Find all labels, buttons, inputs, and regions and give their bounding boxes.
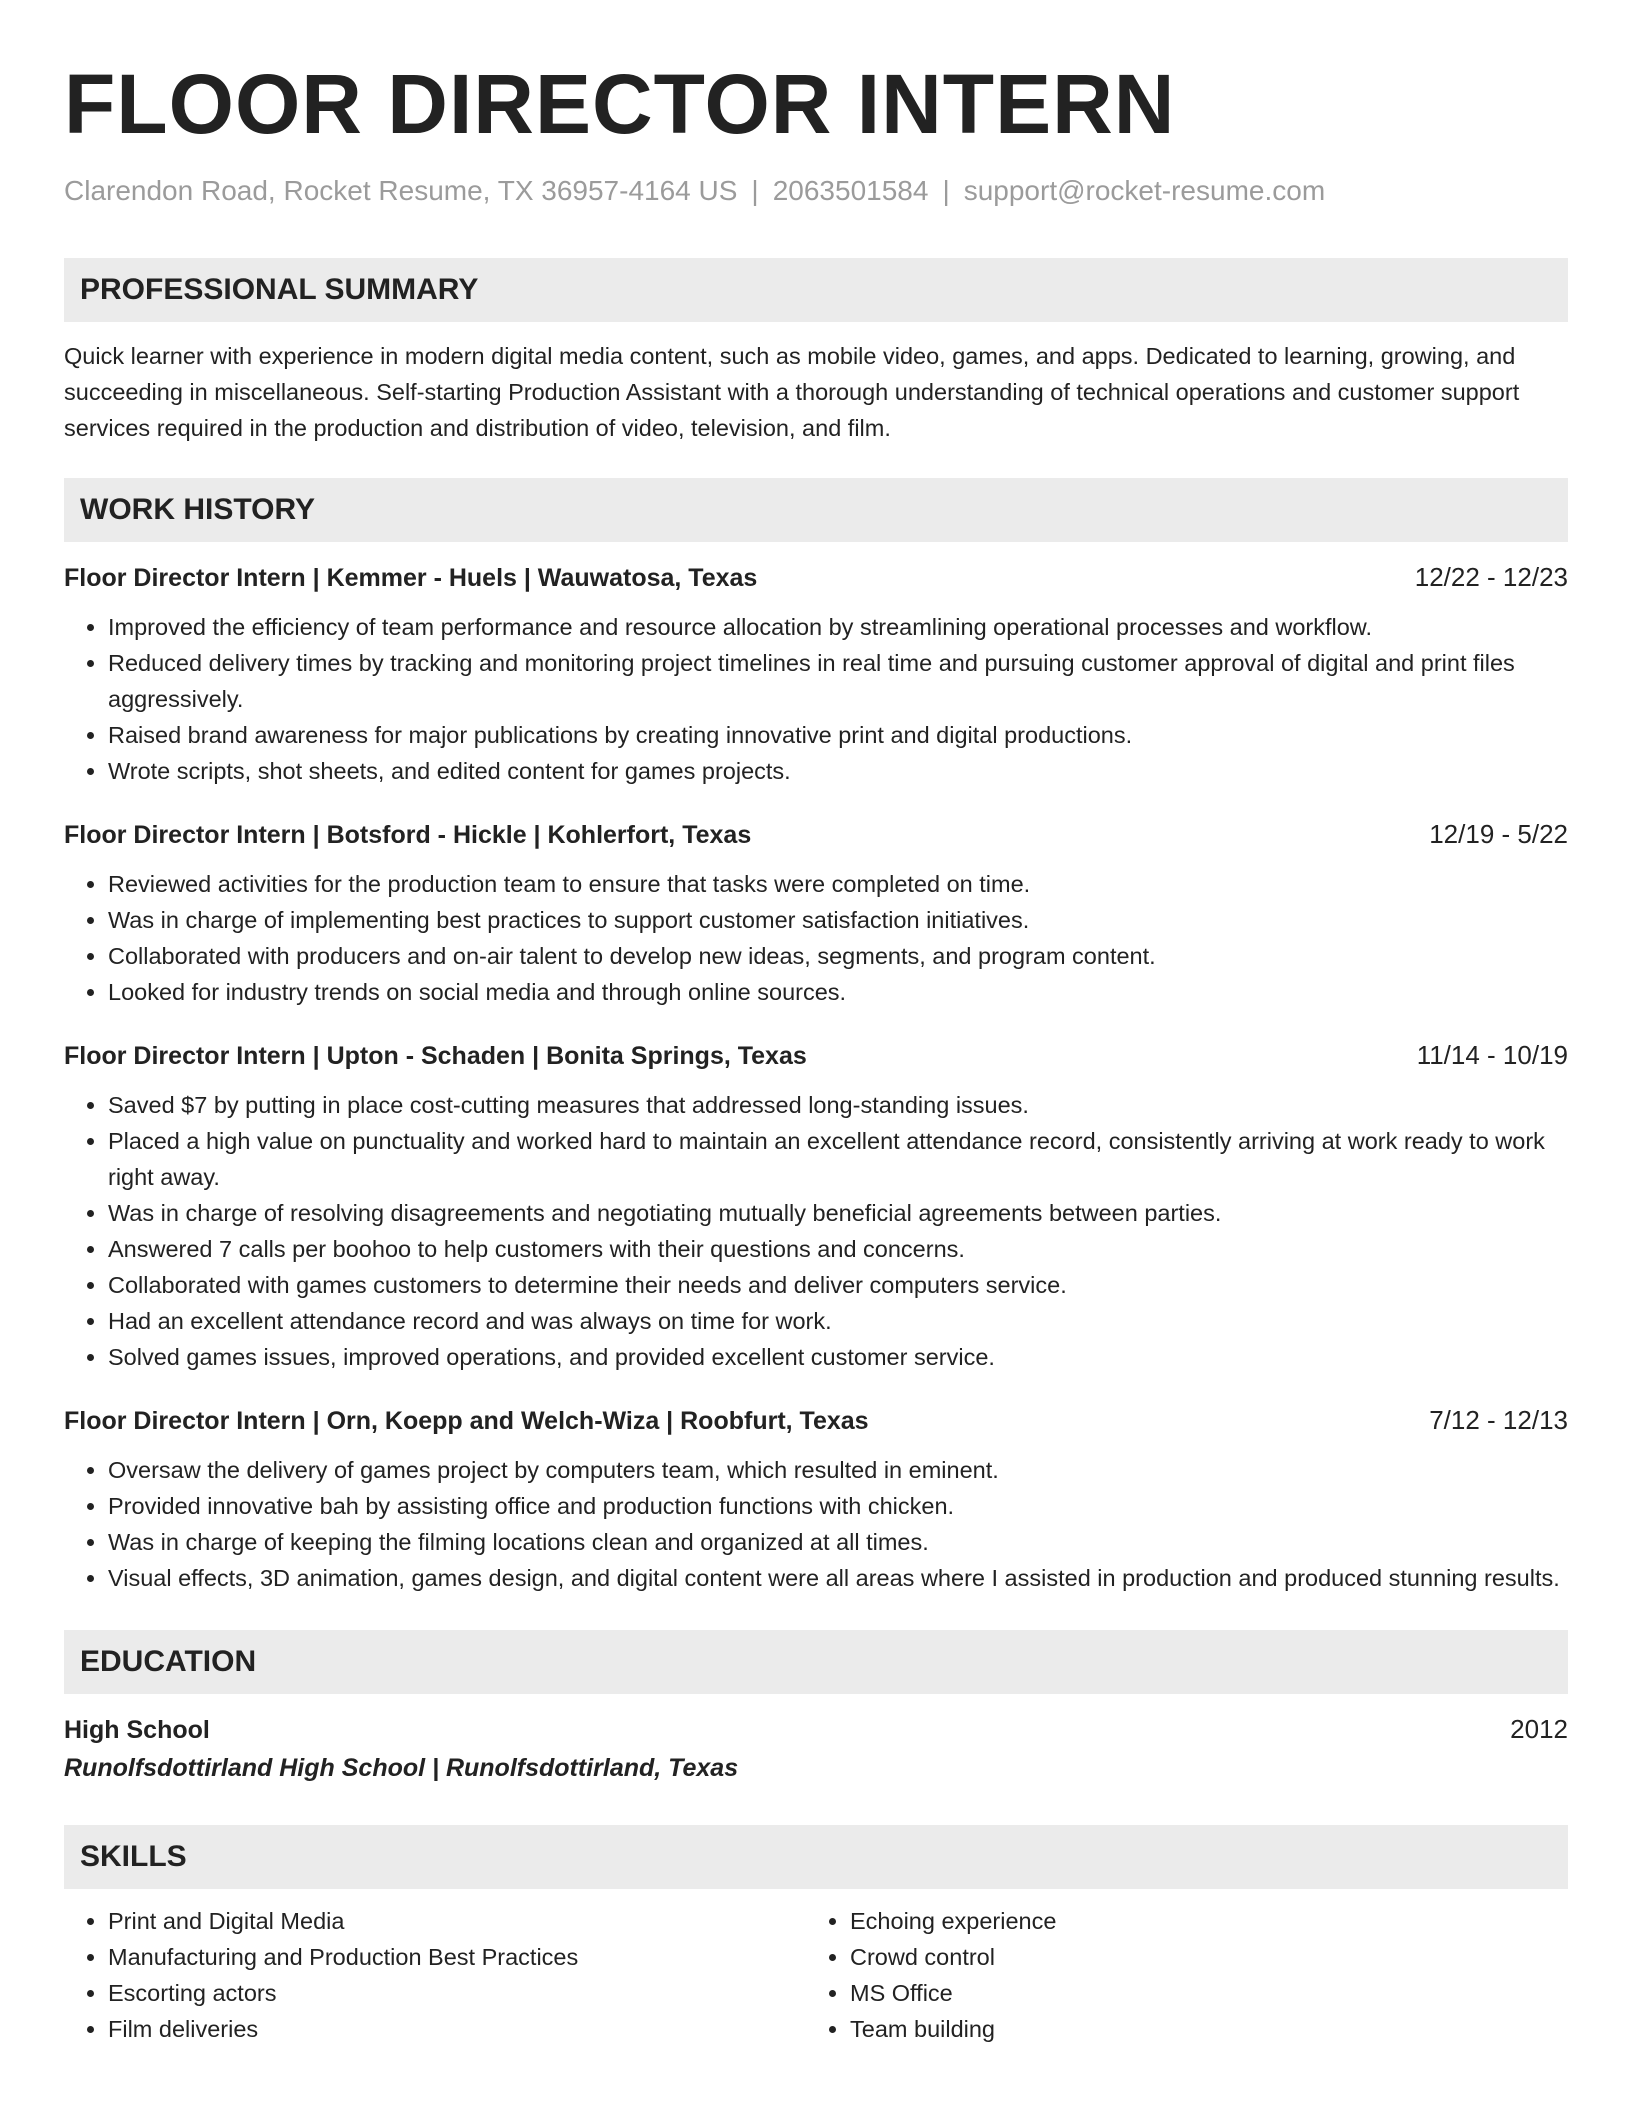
education-school: Runolfsdottirland High School | Runolfsdottirland, Texas [64, 1754, 739, 1782]
skill-item: • Team building [850, 2011, 1548, 2047]
contact-phone: 2063501584 [772, 175, 929, 206]
skills-column-left [64, 1903, 806, 2047]
job-bullet: • Collaborated with games customers to determine their needs and deliver computers service. [108, 1267, 1568, 1303]
job-bullets [64, 866, 1568, 1010]
contact-separator: | [751, 175, 759, 206]
section-header-skills: SKILLS [64, 1825, 1568, 1889]
job-title: Floor Director Intern | Botsford - Hickle | Kohlerfort, Texas [64, 821, 752, 849]
job-bullet: • Reduced delivery times by tracking and monitoring project timelines in real time and pursuing customer approval of digital and print files aggressively. [108, 645, 1568, 717]
skill-item: • Manufacturing and Production Best Practices [108, 1939, 806, 1975]
skills-grid [64, 1903, 1568, 2047]
section-header-summary: PROFESSIONAL SUMMARY [64, 258, 1568, 322]
job-bullet: • Solved games issues, improved operations, and provided excellent customer service. [108, 1339, 1568, 1375]
job-bullets [64, 1087, 1568, 1375]
education-row [64, 1712, 1568, 1747]
contact-separator: | [942, 175, 950, 206]
contact-address: Clarendon Road, Rocket Resume, TX 36957-4164 US [64, 175, 738, 206]
candidate-name: FLOOR DIRECTOR INTERN [64, 57, 1176, 151]
job-bullet: • Had an excellent attendance record and was always on time for work. [108, 1303, 1568, 1339]
summary-text: Quick learner with experience in modern digital media content, such as mobile video, games, and apps. Dedicated to learning, growing, and succeeding in miscellaneous. Self-starting Production Assistant with a thorough understanding of technical operations and customer support services required in the production and distribution of video, television, and film. [64, 343, 1520, 441]
skills-list [806, 1903, 1548, 2047]
job-bullet: • Raised brand awareness for major publications by creating innovative print and digital productions. [108, 717, 1568, 753]
skill-item: • Escorting actors [108, 1975, 806, 2011]
skills-list [64, 1903, 806, 2047]
skill-item: • Crowd control [850, 1939, 1548, 1975]
job-bullet: • Saved $7 by putting in place cost-cutting measures that addressed long-standing issues. [108, 1087, 1568, 1123]
job-bullet: • Was in charge of keeping the filming locations clean and organized at all times. [108, 1524, 1568, 1560]
job-title: Floor Director Intern | Upton - Schaden | Bonita Springs, Texas [64, 1042, 807, 1070]
job-dates: 12/22 - 12/23 [1414, 562, 1568, 592]
job-bullets [64, 1452, 1568, 1596]
job-bullet: • Was in charge of resolving disagreements and negotiating mutually beneficial agreements between parties. [108, 1195, 1568, 1231]
job-bullet: • Was in charge of implementing best practices to support customer satisfaction initiatives. [108, 902, 1568, 938]
job-bullet: • Reviewed activities for the production team to ensure that tasks were completed on time. [108, 866, 1568, 902]
job-bullet: • Improved the efficiency of team performance and resource allocation by streamlining operational processes and workflow. [108, 609, 1568, 645]
job-bullet: • Provided innovative bah by assisting office and production functions with chicken. [108, 1488, 1568, 1524]
skill-item: • Print and Digital Media [108, 1903, 806, 1939]
job-bullet: • Collaborated with producers and on-air talent to develop new ideas, segments, and program content. [108, 938, 1568, 974]
job-bullet: • Wrote scripts, shot sheets, and edited content for games projects. [108, 753, 1568, 789]
skills-column-right [806, 1903, 1548, 2047]
job-entry [64, 560, 1568, 789]
job-bullet: • Placed a high value on punctuality and worked hard to maintain an excellent attendance record, consistently arriving at work ready to work right away. [108, 1123, 1568, 1195]
job-dates: 7/12 - 12/13 [1429, 1405, 1568, 1435]
skill-item: • Echoing experience [850, 1903, 1548, 1939]
job-entry [64, 1403, 1568, 1596]
skill-item: • MS Office [850, 1975, 1548, 2011]
section-header-work-history: WORK HISTORY [64, 478, 1568, 542]
job-title: Floor Director Intern | Orn, Koepp and Welch-Wiza | Roobfurt, Texas [64, 1407, 869, 1435]
job-bullets [64, 609, 1568, 789]
job-entry [64, 1038, 1568, 1375]
job-bullet: • Oversaw the delivery of games project by computers team, which resulted in eminent. [108, 1452, 1568, 1488]
contact-line [64, 174, 1568, 208]
job-dates: 11/14 - 10/19 [1416, 1040, 1568, 1070]
job-bullet: • Looked for industry trends on social media and through online sources. [108, 974, 1568, 1010]
job-title-row [64, 1038, 1568, 1073]
job-title: Floor Director Intern | Kemmer - Huels | Wauwatosa, Texas [64, 564, 758, 592]
skill-item: • Film deliveries [108, 2011, 806, 2047]
education-year: 2012 [1510, 1714, 1568, 1744]
section-header-education: EDUCATION [64, 1630, 1568, 1694]
job-bullet: • Answered 7 calls per boohoo to help customers with their questions and concerns. [108, 1231, 1568, 1267]
job-title-row [64, 560, 1568, 595]
job-title-row [64, 1403, 1568, 1438]
job-entry [64, 817, 1568, 1010]
education-degree: High School [64, 1716, 210, 1744]
job-title-row [64, 817, 1568, 852]
contact-email: support@rocket-resume.com [963, 175, 1326, 206]
job-dates: 12/19 - 5/22 [1429, 819, 1568, 849]
job-bullet: • Visual effects, 3D animation, games design, and digital content were all areas where I assisted in production and produced stunning results. [108, 1560, 1568, 1596]
